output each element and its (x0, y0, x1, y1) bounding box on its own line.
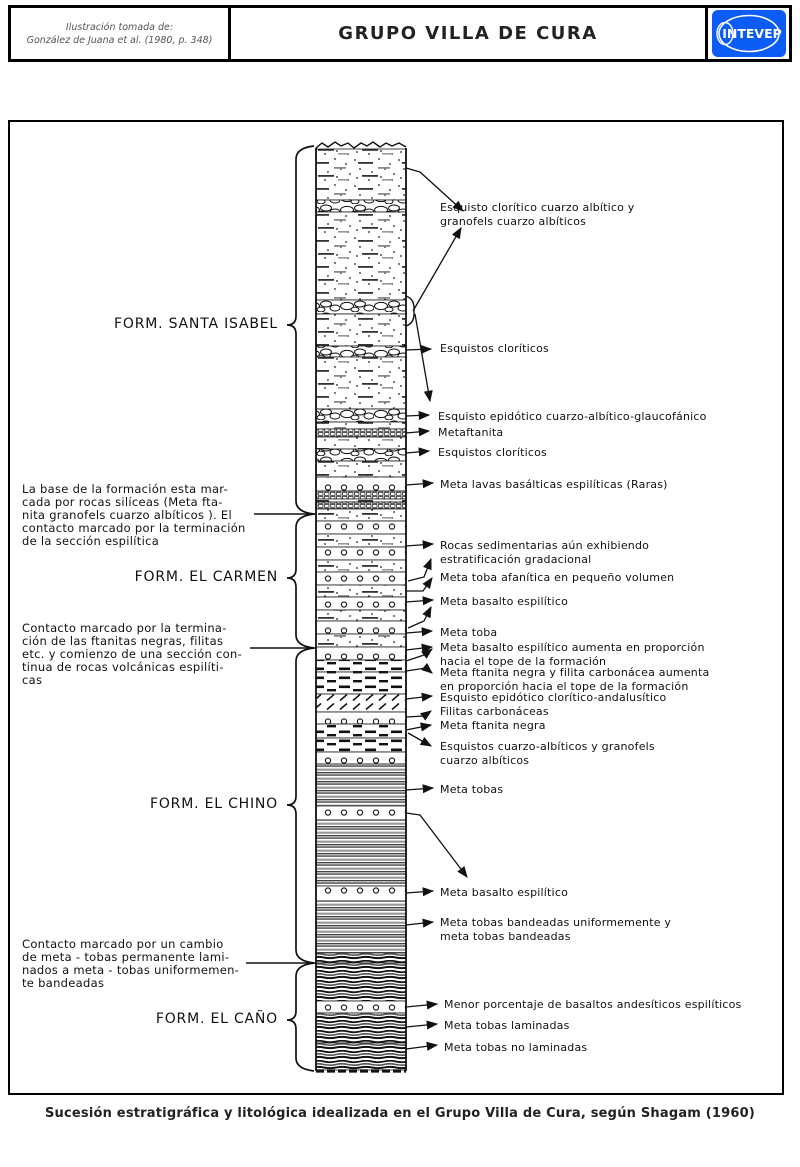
lithology-band-hlines (316, 820, 406, 886)
lithology-label (440, 595, 568, 609)
contact-note-line: etc. y comienzo de una sección con- (22, 647, 243, 661)
lithology-label-line: Esquisto clorítico cuarzo albítico y (440, 201, 635, 214)
leader-line (406, 696, 432, 699)
logo-text: INTEVEP (721, 26, 782, 41)
lithology-label (440, 691, 666, 705)
leader-line (406, 1004, 437, 1007)
lithology-label-line: Meta tobas no laminadas (444, 1041, 588, 1054)
formation-label: FORM. EL CARMEN (134, 569, 278, 585)
lithology-label-line: Esquisto epidótico cuarzo-albítico-glaucofánico (438, 410, 707, 423)
lithology-band-sand (316, 357, 406, 409)
lithology-label (440, 666, 709, 693)
lithology-label-line: Filitas carbonáceas (440, 705, 549, 718)
lithology-band-circles (316, 521, 406, 534)
figure-caption: Sucesión estratigráfica y litológica idealizada en el Grupo Villa de Cura, según Shagam (1960) (44, 1106, 756, 1121)
formation-label: FORM. EL CAÑO (155, 1011, 278, 1027)
lithology-band-pebble (316, 300, 406, 314)
lithology-label-line: estratificación gradacional (440, 552, 592, 566)
leader-line (406, 451, 429, 453)
lithology-label-line: Meta toba afanítica en pequeño volumen (440, 571, 675, 584)
lithology-label-line: meta tobas bandeadas (440, 929, 571, 943)
contact-note-line: nados a meta - tobas uniformemen- (22, 963, 240, 977)
lithology-label (440, 783, 503, 797)
lithology-label (440, 571, 674, 585)
lithology-label (444, 1019, 570, 1033)
lithology-band-circles (316, 547, 406, 560)
lithology-label-line: Menor porcentaje de basaltos andesíticos espilíticos (444, 998, 742, 1011)
lithology-label (438, 410, 707, 424)
leader-line (406, 544, 433, 546)
lithology-label (438, 426, 503, 440)
leader-line (406, 431, 429, 433)
contact-note (22, 938, 239, 990)
lithology-band-dark (316, 1013, 406, 1043)
lithology-band-sand (316, 560, 406, 572)
leader-line (406, 647, 432, 650)
lithology-label (440, 626, 497, 640)
lithology-band-circles (316, 477, 406, 491)
lithology-label (440, 705, 549, 719)
leader-line (406, 788, 433, 790)
contact-note-line: contacto marcado por la terminación (22, 521, 246, 535)
leader-line (413, 228, 461, 311)
lithology-band-sand (316, 634, 406, 647)
lithology-label (440, 916, 671, 943)
lithology-label (444, 1041, 587, 1055)
formation-brace (287, 963, 314, 1071)
leader-line (406, 1045, 437, 1049)
lithology-label-line: Meta ftanita negra y filita carbonácea aumenta (440, 666, 710, 679)
column-right-bracket (406, 296, 414, 326)
lithology-label-line: Meta tobas laminadas (444, 1019, 570, 1032)
lithology-band-circles (316, 572, 406, 585)
lithology-band-sand (316, 461, 406, 477)
lithology-label-line: granofels cuarzo albíticos (440, 214, 587, 228)
lithology-label-line: en proporción hacia el tope de la formación (440, 679, 689, 693)
lithology-band-pebble (316, 409, 406, 422)
lithology-label-line: Meta tobas (440, 783, 504, 796)
lithology-band-dashes (316, 660, 406, 672)
lithology-band-dashes (316, 724, 406, 738)
lithology-band-circles (316, 886, 406, 901)
contact-note-line: La base de la formación esta mar- (22, 482, 229, 496)
lithology-band-sand (316, 499, 406, 502)
lithology-band-dashes (316, 672, 406, 694)
lithology-band-circles (316, 1001, 406, 1013)
lithology-band-hlines (316, 764, 406, 806)
contact-note-line: de la sección espilítica (22, 534, 160, 548)
lithology-label-line: Metaftanita (438, 426, 504, 439)
lithology-band-pebble (316, 346, 406, 357)
lithology-label (440, 886, 568, 900)
lithology-label-line: Esquisto epidótico clorítico-andalusítico (440, 691, 667, 704)
lithology-label (444, 998, 741, 1012)
lithology-label (440, 740, 655, 767)
lithology-band-circles (316, 621, 406, 634)
lithology-band-circles (316, 597, 406, 610)
leader-line (406, 922, 433, 925)
leader-line (406, 725, 431, 730)
lithology-label (440, 641, 705, 668)
lithology-band-sand (316, 422, 406, 429)
source-line-2: González de Juana et al. (1980, p. 348) (26, 34, 213, 46)
contact-note-line: te bandeadas (22, 976, 105, 990)
lithology-label-line: Esquistos cloríticos (440, 342, 549, 355)
lithology-label (440, 201, 635, 228)
lithology-band-hlines (316, 901, 406, 953)
leader-line (406, 813, 467, 877)
leader-line (406, 649, 432, 661)
lithology-band-sand (316, 610, 406, 621)
lithology-band-brick (316, 491, 406, 499)
lithology-label-line: Esquistos cloríticos (438, 446, 547, 459)
leader-line (406, 1024, 437, 1027)
lithology-label (440, 719, 546, 733)
leader-line (408, 559, 431, 581)
lithology-label (440, 539, 649, 566)
lithology-label-line: Meta basalto espilítico (440, 595, 568, 608)
lithology-band-brick (316, 502, 406, 509)
lithology-band-sand (316, 212, 406, 300)
leader-line (406, 711, 431, 717)
contact-note-line: cada por rocas silíceas (Meta fta- (22, 495, 223, 509)
contact-note-line: Contacto marcado por la termina- (22, 621, 227, 635)
leader-line (406, 631, 432, 633)
lithology-label-line: Esquistos cuarzo-albíticos y granofels (440, 740, 655, 753)
leader-line (408, 733, 431, 746)
contact-note (22, 483, 246, 548)
lithology-label-line: Meta toba (440, 626, 498, 639)
lithology-label-line: Rocas sedimentarias aún exhibiendo (440, 539, 650, 552)
formation-brace (287, 514, 314, 648)
lithology-label-line: Meta basalto espilítico (440, 886, 568, 899)
formation-brace (287, 146, 314, 514)
lithology-label-line: Meta basalto espilítico aumenta en proporción (440, 641, 705, 654)
formation-label: FORM. EL CHINO (150, 796, 278, 812)
lithology-band-sand (316, 585, 406, 597)
lithology-band-circles (316, 806, 406, 820)
contact-note-line: tinua de rocas volcánicas espilíti- (22, 660, 224, 674)
lithology-band-circles (316, 647, 406, 660)
column-top-ragged-edge (316, 142, 406, 148)
lithology-label (440, 478, 668, 492)
lithology-label (438, 446, 547, 460)
lithology-band-brick (316, 429, 406, 437)
formation-brace (287, 648, 314, 963)
leader-line (408, 607, 431, 628)
contact-note (22, 622, 242, 687)
leader-line (406, 349, 431, 350)
lithology-label-line: hacia el tope de la formación (440, 654, 607, 668)
lithology-band-circles (316, 712, 406, 724)
lithology-band-dark (316, 963, 406, 1001)
contact-note-line: de meta - tobas permanente lami- (22, 950, 230, 964)
lithology-band-pebble (316, 449, 406, 461)
contact-note-line: Contacto marcado por un cambio (22, 937, 224, 951)
lithology-band-dashes (316, 738, 406, 752)
leader-line (406, 415, 429, 416)
formation-label: FORM. SANTA ISABEL (114, 316, 278, 332)
lithology-band-sand (316, 534, 406, 547)
leader-line (406, 483, 433, 485)
lithology-band-pebble (316, 200, 406, 212)
lithology-band-sand (316, 314, 406, 346)
leader-line (415, 314, 430, 401)
lithology-band-diag (316, 694, 406, 712)
lithology-band-sand (316, 437, 406, 449)
lithology-label (440, 342, 549, 356)
contact-note-line: ción de las ftanitas negras, filitas (22, 634, 224, 648)
lithology-band-sand (316, 149, 406, 200)
contact-note-line: nita granofels cuarzo albíticos ). El (22, 508, 232, 522)
leader-line (406, 668, 432, 673)
contact-note-line: cas (22, 673, 43, 687)
source-line-1: Ilustración tomada de: (65, 21, 174, 33)
lithology-label-line: cuarzo albíticos (440, 753, 530, 767)
lithology-label-line: Meta tobas bandeadas uniformemente y (440, 916, 672, 929)
leader-line (406, 891, 433, 893)
lithology-band-circles (316, 752, 406, 764)
lithology-label-line: Meta lavas basálticas espilíticas (Raras) (440, 478, 668, 491)
lithology-band-dark (316, 953, 406, 963)
lithology-band-sand (316, 509, 406, 521)
leader-line (406, 600, 433, 602)
lithology-label-line: Meta ftanita negra (440, 719, 546, 732)
page-title: GRUPO VILLA DE CURA (338, 23, 598, 44)
lithology-band-dark (316, 1043, 406, 1070)
